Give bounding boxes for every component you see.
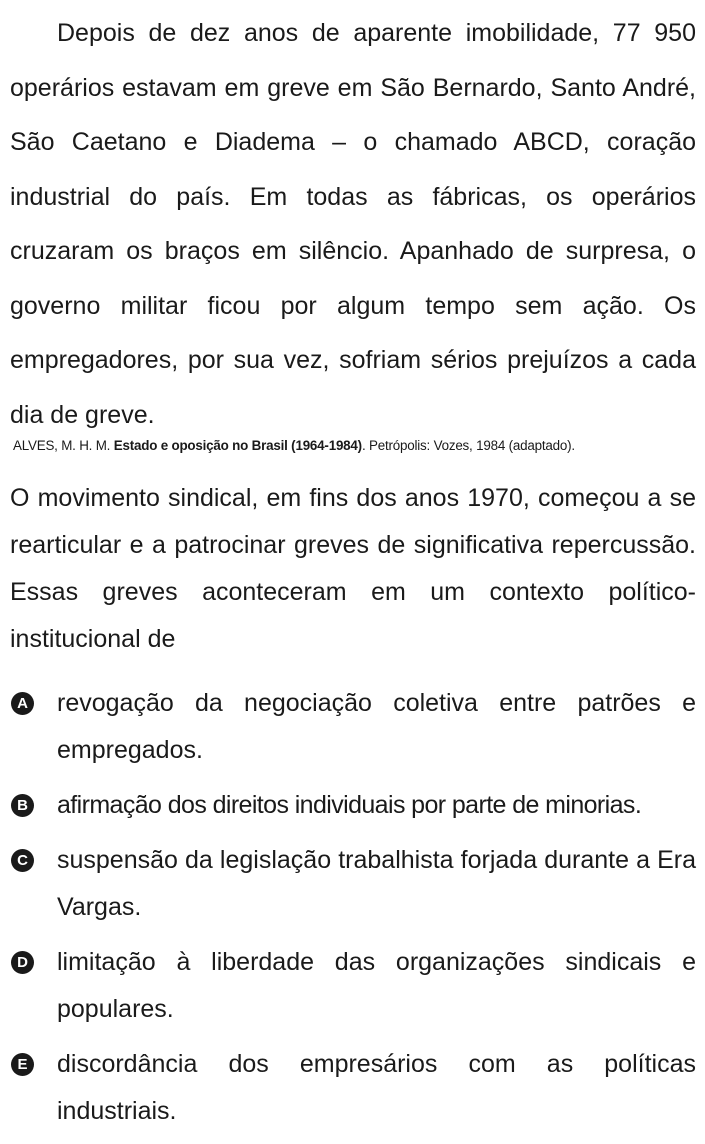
question-stem: O movimento sindical, em fins dos anos 1970, começou a se rearticular e a patrocinar greves de significativa repercussão. Essas greves aconteceram em um contexto político-institucional de (10, 484, 696, 653)
source-citation (10, 436, 696, 456)
passage-text: Depois de dez anos de aparente imobilidade, 77 950 operários estavam em greve em São Bernardo, Santo André, São Caetano e Diadema – o chamado ABCD, coração industrial do país. Em todas as fábricas, os operários cruzaram os braços em silêncio. Apanhado de surpresa, o governo militar ficou por algum tempo sem ação. Os empregadores, por sua vez, sofriam sérios prejuízos a cada dia de greve. (10, 19, 696, 429)
answer-options (10, 680, 696, 1135)
option-e-text: discordância dos empresários com as políticas industriais. (57, 1050, 696, 1125)
option-b[interactable] (10, 782, 696, 829)
citation-title: Estado e oposição no Brasil (1964-1984) (113, 438, 362, 453)
option-c-text: suspensão da legislação trabalhista forjada durante a Era Vargas. (57, 846, 696, 921)
option-a-text: revogação da negociação coletiva entre patrões e empregados. (57, 689, 696, 764)
citation-author: ALVES, M. H. M. (13, 438, 114, 453)
option-b-letter-icon: B (11, 794, 34, 817)
option-b-text: afirmação dos direitos individuais por parte de minorias. (57, 791, 642, 819)
citation-publisher: . Petrópolis: Vozes, 1984 (adaptado). (361, 438, 575, 453)
option-a[interactable] (10, 680, 696, 774)
option-c[interactable] (10, 837, 696, 931)
option-d[interactable] (10, 939, 696, 1033)
option-d-text: limitação à liberdade das organizações sindicais e populares. (57, 948, 696, 1023)
option-a-letter-icon: A (11, 692, 34, 715)
option-c-letter-icon: C (11, 849, 34, 872)
option-e-letter-icon: E (11, 1053, 34, 1076)
option-d-letter-icon: D (11, 951, 34, 974)
option-e[interactable] (10, 1041, 696, 1135)
